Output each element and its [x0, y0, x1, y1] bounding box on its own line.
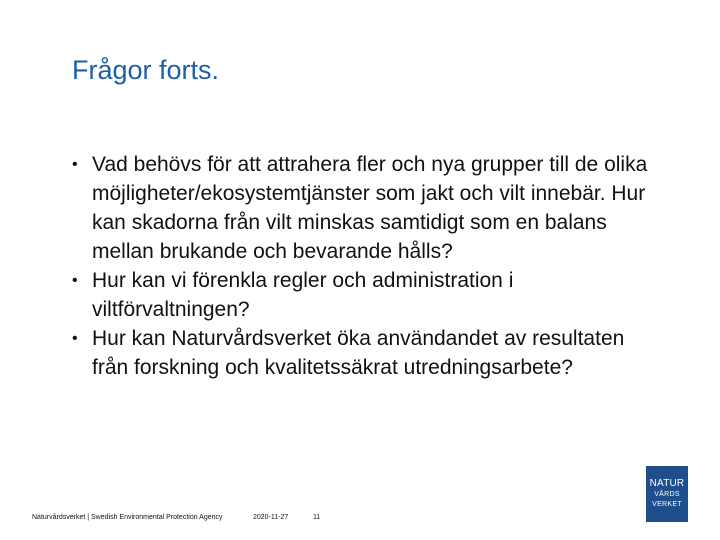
naturvardsverket-logo [646, 466, 688, 522]
footer-organization: Naturvårdsverket | Swedish Environmental Protection Agency [32, 514, 223, 521]
logo-text-line1: NATUR [649, 478, 685, 489]
bullet-icon: • [72, 330, 78, 347]
bullet-icon: • [72, 272, 78, 289]
logo-text-line3: VERKET [652, 501, 682, 508]
bullet-text: Hur kan vi förenkla regler och administration i viltförvaltningen? [92, 269, 514, 321]
bullet-item [72, 266, 652, 324]
slide-title: Frågor forts. [72, 55, 220, 85]
bullet-item [72, 150, 652, 266]
bullet-text: Hur kan Naturvårdsverket öka användandet av resultaten från forskning och kvalitetssäkrat utredningsarbete? [92, 327, 625, 379]
logo-text-line2: VÅRDS [654, 491, 680, 498]
footer-date: 2020-11-27 [253, 514, 289, 521]
bullet-list [72, 150, 652, 382]
bullet-icon: • [72, 156, 78, 173]
footer-page-number: 11 [313, 514, 321, 521]
bullet-text: Vad behövs för att attrahera fler och nya grupper till de olika möjligheter/ekosystemtjänster som jakt och vilt innebär. Hur kan skadorna från vilt minskas samtidigt som en balans mellan brukande och bevarande hålls? [92, 153, 648, 263]
bullet-item [72, 324, 652, 382]
